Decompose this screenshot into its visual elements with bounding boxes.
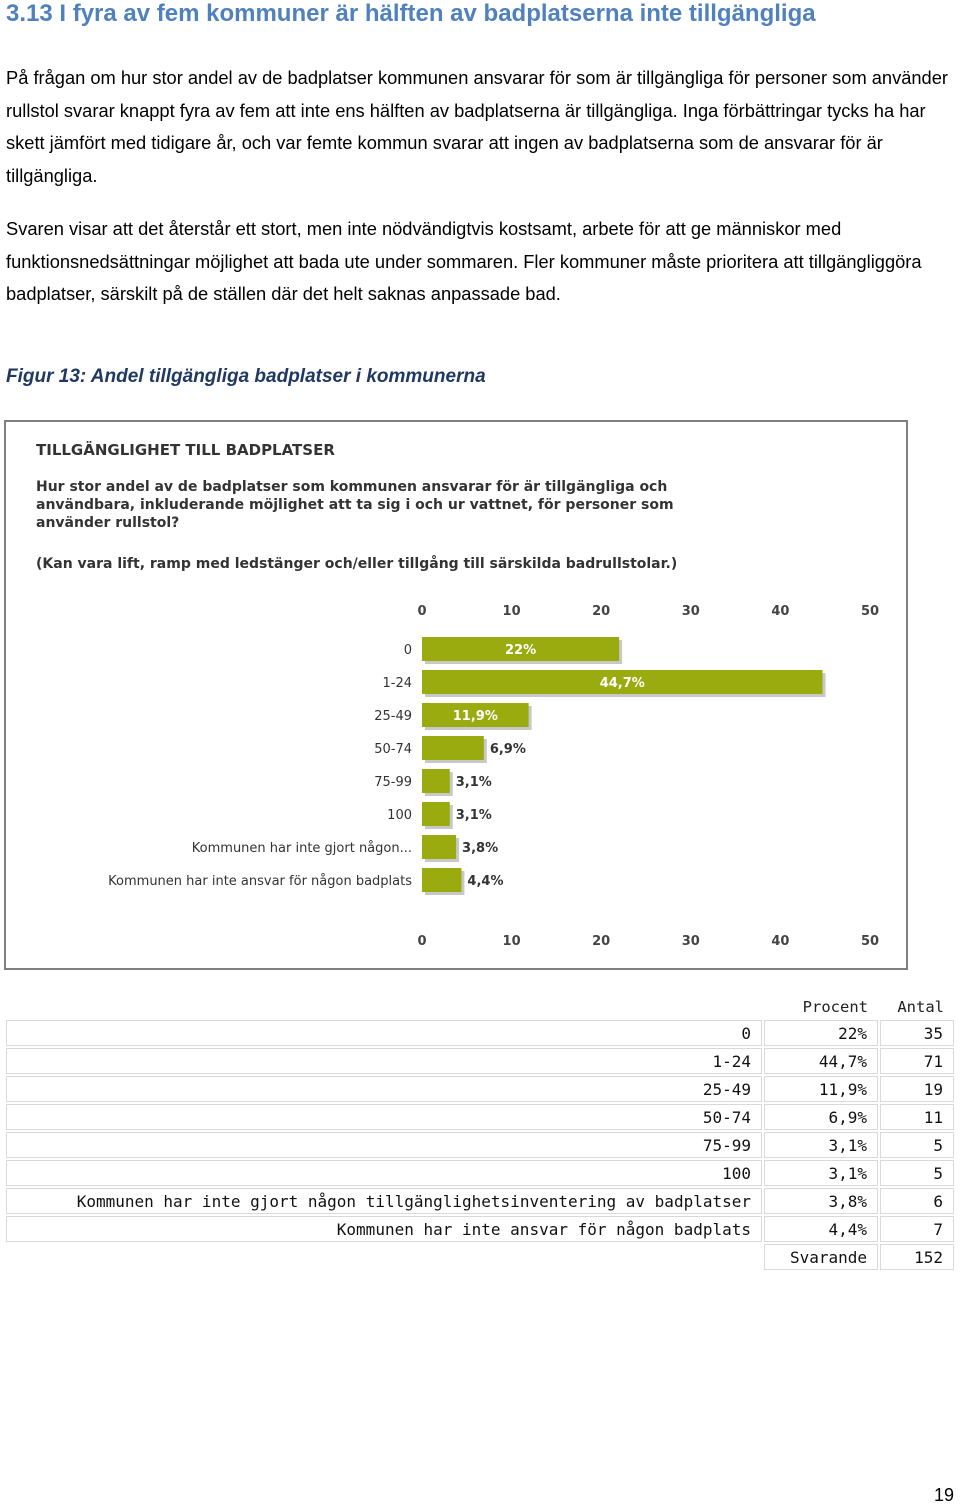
table-cell-percent: 44,7% bbox=[764, 1048, 878, 1074]
table-row bbox=[6, 1132, 954, 1158]
bar-value-label: 22% bbox=[504, 643, 537, 658]
table-header-procent: Procent bbox=[802, 998, 868, 1016]
table-row bbox=[6, 1160, 954, 1186]
x-tick-label-bottom: 10 bbox=[502, 934, 521, 949]
figure-caption: Figur 13: Andel tillgängliga badplatser i kommunerna bbox=[6, 366, 486, 387]
table-cell-label: Kommunen har inte ansvar för någon badplats bbox=[6, 1216, 762, 1242]
category-label: 50-74 bbox=[374, 742, 412, 757]
category-label: 0 bbox=[403, 643, 412, 658]
category-label: 1-24 bbox=[382, 676, 412, 691]
bar-value-label: 6,9% bbox=[489, 742, 526, 757]
bar-value-label: 3,1% bbox=[455, 808, 492, 823]
data-table bbox=[4, 994, 956, 1272]
x-tick-label-bottom: 0 bbox=[417, 934, 427, 949]
page-number: 19 bbox=[933, 1485, 954, 1505]
table-cell-label: 100 bbox=[6, 1160, 762, 1186]
table-cell-count: 7 bbox=[880, 1216, 954, 1242]
table-cell-count: 19 bbox=[880, 1076, 954, 1102]
category-label: 75-99 bbox=[374, 775, 412, 790]
section-heading: 3.13 I fyra av fem kommuner är hälften av badplatserna inte tillgängliga bbox=[6, 0, 816, 27]
x-tick-label-top: 10 bbox=[502, 604, 521, 619]
bar bbox=[422, 802, 450, 826]
bar bbox=[422, 769, 450, 793]
x-tick-label-bottom: 40 bbox=[771, 934, 790, 949]
category-label: Kommunen har inte gjort någon... bbox=[191, 841, 412, 856]
bar bbox=[422, 868, 461, 892]
x-tick-label-top: 20 bbox=[592, 604, 611, 619]
table-cell-percent: 3,1% bbox=[764, 1160, 878, 1186]
table-cell-count: 5 bbox=[880, 1132, 954, 1158]
x-tick-label-bottom: 20 bbox=[592, 934, 611, 949]
table-cell-count: 5 bbox=[880, 1160, 954, 1186]
table-header-antal: Antal bbox=[897, 998, 944, 1016]
table-cell-percent: 3,1% bbox=[764, 1132, 878, 1158]
category-label: Kommunen har inte ansvar för någon badplats bbox=[108, 874, 412, 889]
bar-value-label: 11,9% bbox=[452, 709, 498, 724]
table-row bbox=[6, 1048, 954, 1074]
table-cell-label: 75-99 bbox=[6, 1132, 762, 1158]
x-tick-label-bottom: 30 bbox=[681, 934, 700, 949]
bar bbox=[422, 736, 484, 760]
paragraph-2: Svaren visar att det återstår ett stort, men inte nödvändigtvis kostsamt, arbete för att ge människor med funktionsnedsättningar möjlighet att bada ute under sommaren. Fler kommuner måste prioritera att tillgängliggöra badplatser, särskilt på de ställen där det helt saknas anpassade bad. bbox=[6, 218, 922, 304]
chart-question-line: användbara, inkluderande möjlighet att ta sig i och ur vattnet, för personer som bbox=[36, 497, 674, 513]
bar-value-label: 4,4% bbox=[467, 874, 504, 889]
table-cell-percent: 22% bbox=[764, 1020, 878, 1046]
paragraph-1: På frågan om hur stor andel av de badplatser kommunen ansvarar för som är tillgängliga för personer som använder rullstol svarar knappt fyra av fem att inte ens hälften av badplatserna är tillgängliga. Inga förbättringar tycks ha har skett jämfört med tidigare år, och var femte kommun svarar att ingen av badplatserna som de ansvarar för är tillgängliga. bbox=[6, 67, 948, 186]
table-cell-percent: 3,8% bbox=[764, 1188, 878, 1214]
table-cell-label: 0 bbox=[6, 1020, 762, 1046]
table-total-label: Svarande bbox=[764, 1244, 878, 1270]
table-total-blank bbox=[6, 1244, 762, 1270]
chart-question-line: Hur stor andel av de badplatser som kommunen ansvarar för är tillgängliga och bbox=[36, 479, 668, 495]
table-row bbox=[6, 1216, 954, 1242]
table-cell-count: 71 bbox=[880, 1048, 954, 1074]
x-tick-label-top: 40 bbox=[771, 604, 790, 619]
x-tick-label-top: 50 bbox=[860, 604, 880, 619]
chart-frame bbox=[4, 420, 908, 970]
table-row bbox=[6, 1076, 954, 1102]
x-tick-label-top: 0 bbox=[417, 604, 427, 619]
table-cell-percent: 4,4% bbox=[764, 1216, 878, 1242]
category-label: 25-49 bbox=[374, 709, 412, 724]
table-cell-count: 11 bbox=[880, 1104, 954, 1130]
table-cell-label: 50-74 bbox=[6, 1104, 762, 1130]
x-tick-label-bottom: 50 bbox=[860, 934, 880, 949]
chart-question-line: använder rullstol? bbox=[36, 515, 180, 531]
chart-note: (Kan vara lift, ramp med ledstänger och/eller tillgång till särskilda badrullstolar.) bbox=[36, 556, 678, 572]
table-total-row bbox=[6, 1244, 954, 1270]
table-row bbox=[6, 1020, 954, 1046]
table-header-blank bbox=[6, 996, 762, 1018]
table-cell-count: 6 bbox=[880, 1188, 954, 1214]
bar-value-label: 44,7% bbox=[599, 676, 645, 691]
x-tick-label-top: 30 bbox=[681, 604, 700, 619]
table-cell-label: 25-49 bbox=[6, 1076, 762, 1102]
bar-value-label: 3,8% bbox=[462, 841, 499, 856]
table-row bbox=[6, 1104, 954, 1130]
bar bbox=[422, 835, 456, 859]
table-cell-percent: 6,9% bbox=[764, 1104, 878, 1130]
table-row bbox=[6, 1188, 954, 1214]
table-cell-label: Kommunen har inte gjort någon tillgänglighetsinventering av badplatser bbox=[6, 1188, 762, 1214]
table-cell-label: 1-24 bbox=[6, 1048, 762, 1074]
bar-chart bbox=[6, 422, 906, 968]
chart-title: TILLGÄNGLIGHET TILL BADPLATSER bbox=[36, 441, 335, 459]
table-cell-count: 35 bbox=[880, 1020, 954, 1046]
table-cell-percent: 11,9% bbox=[764, 1076, 878, 1102]
category-label: 100 bbox=[387, 808, 412, 823]
table-header-row bbox=[6, 996, 954, 1018]
table-total-value: 152 bbox=[880, 1244, 954, 1270]
bar-value-label: 3,1% bbox=[455, 775, 492, 790]
